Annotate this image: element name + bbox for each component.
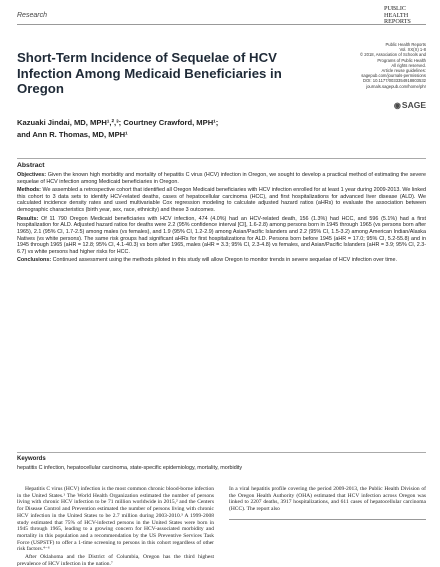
sage-logo-icon: ◉ [393, 101, 401, 110]
abstract-conclusions [17, 257, 426, 264]
methods-text: We assembled a retrospective cohort that identified all Oregon Medicaid beneficiaries with HCV infection enrolled for at least 1 year during 2009-2013. We linked this cohort to 3 data sets to identify HCV-related deaths, cases of hepatocellular carcinoma (HCC), and first hospitalizations for advanced liver disease (ALD). We calculated incidence density rates and used multivariable Cox regression modeling to calculate adjusted hazard ratios (aHRs) to evaluate the association between demographic characteristics (birth year, sex, race, ethnicity) and these 3 outcomes. [17, 187, 427, 214]
journal-logo-line: HEALTH [384, 11, 409, 19]
conclusions-label: Conclusions: [17, 257, 52, 264]
abstract-body [17, 172, 426, 266]
keywords-text: hepatitis C infection, hepatocellular carcinoma, state-specific epidemiology, mortality, morbidity [17, 465, 243, 471]
meta-line: Vol. XX(X) 1-8 [399, 47, 426, 53]
journal-logo-line: PUBLIC [384, 5, 407, 12]
meta-line: Article reuse guidelines: [381, 68, 426, 74]
objectives-label: Objectives: [17, 172, 47, 178]
keywords-divider [17, 452, 426, 453]
journal-logo-line: REPORTS [384, 18, 411, 26]
results-label: Results: [17, 215, 39, 222]
meta-doi[interactable]: DOI: 10.1177/0033354918803532 [362, 78, 426, 84]
section-label: Research [17, 12, 47, 19]
abstract-heading: Abstract [17, 162, 45, 169]
footnote-divider [229, 519, 426, 520]
publisher-logo [394, 100, 426, 110]
meta-line: Public Health Reports [385, 42, 426, 47]
body-paragraph: In a viral hepatitis profile covering the period 2009-2013, the Public Health Division of the Oregon Health Authority (OHA) estimated that HCV infection across Oregon was linked to 2207 deaths, 3917 hospitalizations, and 611 cases of hepatocellular carcinoma (HCC). The report also [229, 486, 426, 513]
results-text: Of 11 790 Oregon Medicaid beneficiaries with HCV infection, 474 (4.0%) had an HCV-related death, 156 (1.3%) had HCC, and 596 (5.1%) had a first hospitalization for ALD. Adjusted hazard ratios for deaths were 2.2 (95% confidence interval [CI], 1.6-2.8) among persons born in 1945 through 1965 (vs persons born after 1965), 2.1 (95% CI, 1.7-2.5) among males (vs females), and 1.9 (95% CI, 1.2-2.9) among Asian/Pacific Islanders and 2.2 (95% CI, 1.5-3.2) among American Indian/Alaska Natives (vs white persons). The same risk groups had significant aHRs for first hospitalizations for ALD. Persons born before 1945 (aHR = 17.0; 95% CI, 5.2-55.8) and in 1945 through 1965 (aHR = 12.8; 95% CI, 4.1-40.3) vs born after 1965, males (aHR = 3.3; 95% CI, 2.3-4.8) vs females, and Asian/Pacific Islanders (aHR = 3.9; 95% CI, 2.3-6.7) vs white persons had higher risks for HCC. [17, 215, 426, 255]
author-list [17, 117, 317, 140]
author-line: and Ann R. Thomas, MD, MPH¹ [17, 129, 128, 139]
abstract-objectives [17, 172, 426, 185]
body-column-right [229, 486, 426, 513]
publisher-name: SAGE [401, 100, 426, 110]
meta-link[interactable]: sagepub.com/journals-permissions [361, 73, 426, 79]
conclusions-text: Continued assessment using the methods piloted in this study will allow Oregon to monitor trends in severe sequelae of HCV infection over time. [52, 257, 397, 264]
article-title: Short-Term Incidence of Sequelae of HCV Infection Among Medicaid Beneficiaries in Oregon [17, 50, 282, 96]
body-column-left [17, 486, 214, 567]
keywords-heading: Keywords [17, 456, 46, 462]
journal-logo [384, 6, 426, 26]
body-paragraph: Hepatitis C virus (HCV) infection is the most common chronic blood-borne infection in the United States.¹ The World Health Organization estimated the number of persons living with chronic HCV infection to be 71 million worldwide in 2015,² and the Centers for Disease Control and Prevention estimated the number of persons living with chronic HCV infection in the United States to be 2.7 million during 2003-2010.³ A 1999-2008 study estimated that 75% of HCV-infected persons in the United States were born in 1945 through 1965, leading to a growing concern for HCV-associated morbidity and mortality in this population and a recommendation by the US Preventive Services Task Force (USPSTF) to offer a 1-time screening to persons in this cohort regardless of other risk factors.⁴⁻⁶ [17, 486, 214, 553]
abstract-divider [17, 158, 426, 159]
author-line: Kazuaki Jindai, MD, MPH¹,²,³; Courtney Crawford, MPH¹; [17, 118, 219, 127]
meta-line: Programs of Public Health [377, 57, 426, 63]
meta-line: All rights reserved. [391, 62, 426, 68]
meta-line: © 2018, Association of Schools and [360, 52, 426, 58]
objectives-text: Given the known high morbidity and mortality of hepatitis C virus (HCV) infection in Oregon, we sought to develop a practical method of estimating the severe sequelae of HCV infection among Medicaid beneficiaries in Oregon. [17, 172, 426, 185]
methods-label: Methods: [17, 187, 41, 194]
publication-meta [336, 42, 426, 89]
header-divider [17, 24, 426, 25]
abstract-methods [17, 187, 426, 214]
meta-link[interactable]: journals.sagepub.com/home/phr [366, 83, 426, 89]
abstract-results [17, 216, 426, 256]
body-paragraph: After Oklahoma and the District of Columbia, Oregon has the third highest prevalence of HCV infection in the nation.⁷ [17, 554, 214, 567]
